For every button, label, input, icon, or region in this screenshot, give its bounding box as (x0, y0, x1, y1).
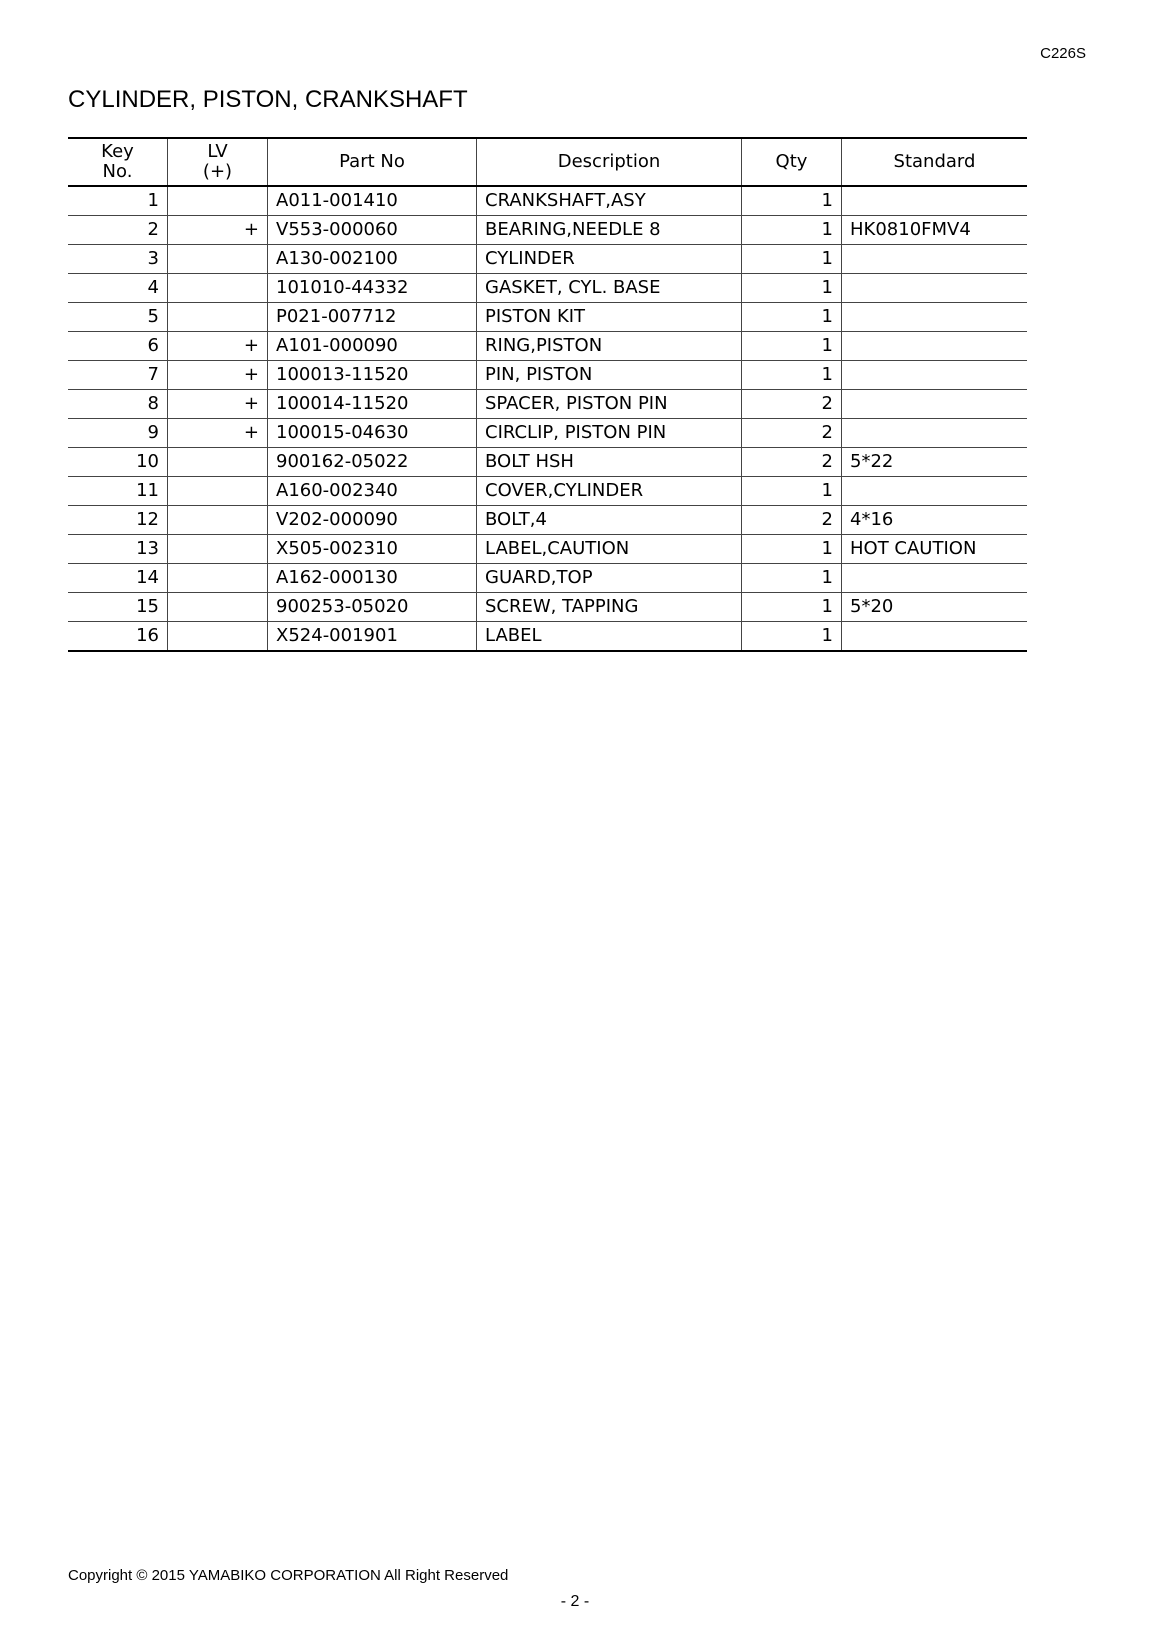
table-row (68, 622, 1027, 652)
page-number: - 2 - (560, 1593, 590, 1610)
cell-standard (842, 303, 1028, 332)
cell-key-no: 8 (68, 390, 168, 419)
table-row (68, 477, 1027, 506)
header-qty: Qty (742, 138, 842, 186)
cell-qty: 1 (742, 477, 842, 506)
cell-key-no: 2 (68, 216, 168, 245)
cell-key-no: 11 (68, 477, 168, 506)
cell-part-no: 100015-04630 (268, 419, 477, 448)
cell-standard (842, 622, 1028, 652)
cell-lv (168, 593, 268, 622)
cell-part-no: 100014-11520 (268, 390, 477, 419)
cell-standard (842, 419, 1028, 448)
cell-lv: + (168, 419, 268, 448)
table-row (68, 245, 1027, 274)
cell-description: SCREW, TAPPING (477, 593, 742, 622)
header-row (68, 138, 1027, 186)
cell-key-no: 5 (68, 303, 168, 332)
cell-description: CYLINDER (477, 245, 742, 274)
cell-part-no: A160-002340 (268, 477, 477, 506)
cell-lv (168, 245, 268, 274)
cell-description: RING,PISTON (477, 332, 742, 361)
cell-standard (842, 186, 1028, 216)
cell-lv: + (168, 361, 268, 390)
cell-standard (842, 245, 1028, 274)
header-lv (168, 138, 268, 186)
table-row (68, 506, 1027, 535)
table-row (68, 419, 1027, 448)
table-row (68, 361, 1027, 390)
cell-description: BOLT,4 (477, 506, 742, 535)
cell-part-no: 900253-05020 (268, 593, 477, 622)
cell-key-no: 16 (68, 622, 168, 652)
header-key-no-line1: Key (101, 141, 134, 162)
cell-standard: 5*22 (842, 448, 1028, 477)
cell-qty: 2 (742, 419, 842, 448)
cell-lv (168, 564, 268, 593)
cell-key-no: 4 (68, 274, 168, 303)
cell-part-no: A162-000130 (268, 564, 477, 593)
table-row (68, 274, 1027, 303)
cell-part-no: X524-001901 (268, 622, 477, 652)
cell-qty: 1 (742, 564, 842, 593)
header-key-no (68, 138, 168, 186)
cell-lv (168, 506, 268, 535)
cell-key-no: 1 (68, 186, 168, 216)
header-standard: Standard (842, 138, 1028, 186)
cell-part-no: V553-000060 (268, 216, 477, 245)
cell-description: COVER,CYLINDER (477, 477, 742, 506)
cell-part-no: A011-001410 (268, 186, 477, 216)
cell-standard (842, 332, 1028, 361)
cell-part-no: A101-000090 (268, 332, 477, 361)
cell-part-no: X505-002310 (268, 535, 477, 564)
cell-description: SPACER, PISTON PIN (477, 390, 742, 419)
parts-table-body (68, 186, 1027, 651)
cell-qty: 1 (742, 535, 842, 564)
cell-lv (168, 186, 268, 216)
header-key-no-line2: No. (102, 161, 133, 182)
cell-part-no: 900162-05022 (268, 448, 477, 477)
cell-lv (168, 274, 268, 303)
cell-description: LABEL (477, 622, 742, 652)
cell-standard: 4*16 (842, 506, 1028, 535)
cell-part-no: 100013-11520 (268, 361, 477, 390)
table-row (68, 216, 1027, 245)
cell-lv (168, 535, 268, 564)
cell-part-no: V202-000090 (268, 506, 477, 535)
cell-description: CRANKSHAFT,ASY (477, 186, 742, 216)
cell-description: BOLT HSH (477, 448, 742, 477)
cell-key-no: 15 (68, 593, 168, 622)
cell-qty: 2 (742, 506, 842, 535)
cell-key-no: 3 (68, 245, 168, 274)
model-code: C226S (1040, 45, 1086, 62)
cell-standard: 5*20 (842, 593, 1028, 622)
cell-description: GUARD,TOP (477, 564, 742, 593)
cell-key-no: 6 (68, 332, 168, 361)
cell-key-no: 10 (68, 448, 168, 477)
cell-key-no: 13 (68, 535, 168, 564)
table-row (68, 303, 1027, 332)
cell-qty: 1 (742, 332, 842, 361)
cell-description: BEARING,NEEDLE 8 (477, 216, 742, 245)
footer-copyright: Copyright © 2015 YAMABIKO CORPORATION All Right Reserved (68, 1567, 509, 1584)
cell-standard (842, 390, 1028, 419)
cell-key-no: 14 (68, 564, 168, 593)
cell-description: GASKET, CYL. BASE (477, 274, 742, 303)
cell-qty: 1 (742, 245, 842, 274)
cell-lv: + (168, 216, 268, 245)
cell-qty: 1 (742, 216, 842, 245)
cell-part-no: A130-002100 (268, 245, 477, 274)
parts-table (68, 137, 1027, 652)
cell-lv (168, 622, 268, 652)
header-lv-line2: (+) (202, 161, 233, 182)
cell-description: CIRCLIP, PISTON PIN (477, 419, 742, 448)
cell-standard (842, 361, 1028, 390)
cell-part-no: P021-007712 (268, 303, 477, 332)
cell-qty: 1 (742, 303, 842, 332)
cell-lv: + (168, 390, 268, 419)
parts-table-header (68, 138, 1027, 186)
cell-lv (168, 303, 268, 332)
table-row (68, 390, 1027, 419)
cell-key-no: 7 (68, 361, 168, 390)
cell-description: PISTON KIT (477, 303, 742, 332)
cell-key-no: 9 (68, 419, 168, 448)
cell-qty: 1 (742, 361, 842, 390)
cell-key-no: 12 (68, 506, 168, 535)
table-row (68, 564, 1027, 593)
cell-standard (842, 477, 1028, 506)
cell-standard: HK0810FMV4 (842, 216, 1028, 245)
cell-standard: HOT CAUTION (842, 535, 1028, 564)
cell-description: PIN, PISTON (477, 361, 742, 390)
cell-qty: 1 (742, 622, 842, 652)
cell-qty: 2 (742, 390, 842, 419)
header-lv-line1: LV (207, 141, 228, 162)
table-row (68, 448, 1027, 477)
cell-lv (168, 448, 268, 477)
cell-description: LABEL,CAUTION (477, 535, 742, 564)
cell-standard (842, 564, 1028, 593)
cell-qty: 1 (742, 186, 842, 216)
table-row (68, 186, 1027, 216)
cell-lv: + (168, 332, 268, 361)
cell-qty: 2 (742, 448, 842, 477)
header-description: Description (477, 138, 742, 186)
cell-qty: 1 (742, 593, 842, 622)
cell-qty: 1 (742, 274, 842, 303)
cell-part-no: 101010-44332 (268, 274, 477, 303)
cell-standard (842, 274, 1028, 303)
page-title: CYLINDER, PISTON, CRANKSHAFT (68, 86, 468, 113)
header-part-no: Part No (268, 138, 477, 186)
table-row (68, 332, 1027, 361)
cell-lv (168, 477, 268, 506)
table-row (68, 535, 1027, 564)
footer-page-number (0, 1593, 1150, 1611)
table-row (68, 593, 1027, 622)
